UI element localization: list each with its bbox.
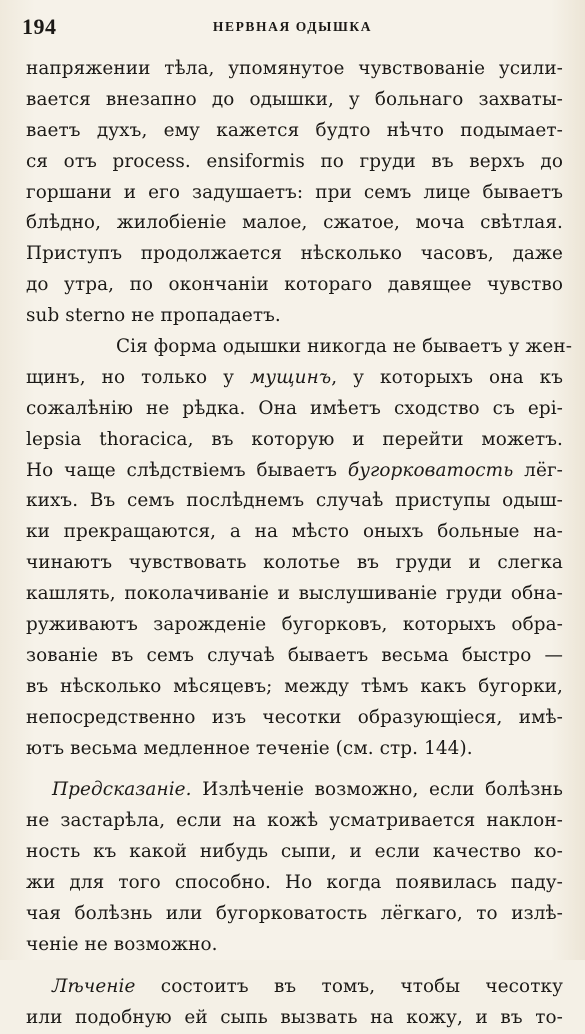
text-line: ченіе не возможно. [26,933,218,955]
paragraph-4 [26,972,563,1034]
paragraph-gap [26,961,563,972]
text-line: непосредственно изъ чесотки образующіеся, имѣ- [26,706,563,728]
section-heading-inline: Лѣченіе [52,975,136,997]
text-line [26,456,563,487]
text-line: sub sterno не пропадаетъ. [26,305,281,327]
text-line: напряжении тѣла, упомянутое чувствованіе усили- [26,58,563,79]
text-line: ваетъ духъ, ему кажется будто нѣчто подымает- [26,119,563,141]
text-line: до утра, по окончаніи котораго давящее чувство [26,274,563,296]
paragraph-3 [26,775,563,960]
text-line: сожалѣнію не рѣдка. Она имѣетъ сходство съ epi- [26,397,563,419]
text-line [26,363,563,394]
text-line: вается внезапно до одышки, у больнаго захваты- [26,88,563,110]
running-head: НЕРВНАЯ ОДЫШКА [212,19,373,34]
text-line: чинаютъ чувствовать колотье въ груди и слегка [26,552,563,574]
text-line: горшани и его задушаетъ: при семъ лице бываетъ [26,181,563,203]
text-segment: щинъ, но только у [26,366,251,388]
paragraph-1 [26,54,563,332]
text-segment: состоитъ въ томъ, чтобы чесотку [135,975,563,997]
text-segment: лёг- [513,459,563,481]
page-header [22,14,563,40]
italic-term: мущинъ [250,366,332,388]
text-line: ность къ какой нибудь сыпи, и если качество ко- [26,841,563,863]
text-line: или подобную ей сыпь вызвать на кожу, и въ то- [26,1006,563,1028]
text-line: lepsia thoracica, въ которую и перейти можетъ. [26,428,563,450]
text-line: кашлять, поколачиваніе и выслушиваніе груди обна- [26,583,563,605]
text-line: зованіе въ семъ случаѣ бываетъ весьма быстро — [26,644,563,666]
text-line: Сія форма одышки никогда не бываетъ у жен- [116,336,573,358]
paragraph-gap [26,764,563,775]
text-segment: Но чаще слѣдствіемъ бываетъ [26,459,348,481]
paragraph-2 [26,332,573,764]
text-line: Приступъ продолжается нѣсколько часовъ, даже [26,243,563,265]
text-line: ся отъ process. ensiformis по груди въ верхъ до [26,150,563,172]
text-segment: , у которыхъ она къ [331,366,563,388]
text-line: ки прекращаются, а на мѣсто оныхъ больные на- [26,521,563,543]
page-number: 194 [22,14,57,39]
section-heading-inline: Предсказаніе. [52,779,192,801]
text-line: блѣдно, жилобіеніе малое, сжатое, моча свѣтлая. [26,212,563,234]
text-line: не застарѣла, если на кожѣ усматривается наклон- [26,810,563,832]
text-line: въ нѣсколько мѣсяцевъ; между тѣмъ какъ бугорки, [26,675,563,697]
text-line: жи для того способно. Но когда появилась паду- [26,872,563,894]
text-line: кихъ. Въ семъ послѣднемъ случаѣ приступы одыш- [26,490,563,512]
text-line: чая болѣзнь или бугорковатость лёгкаго, то излѣ- [26,903,563,925]
text-line [26,972,563,1003]
italic-term: бугорковатость [347,459,514,481]
body-text [26,54,573,1034]
text-segment: Излѣченіе возможно, если болѣзнь [191,779,563,801]
text-line: руживаютъ зарожденіе бугорковъ, которыхъ обра- [26,614,563,636]
text-line [26,775,563,806]
text-line: ютъ весьма медленное теченіе (см. стр. 144). [26,737,473,759]
